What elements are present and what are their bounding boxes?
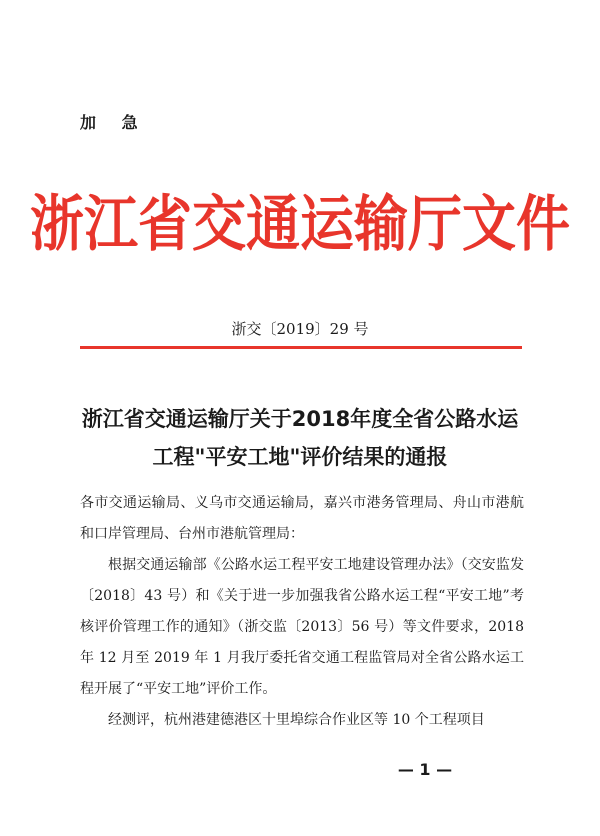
- issuer-red-header: 浙江省交通运输厅文件: [30, 188, 570, 259]
- title-line-1: 浙江省交通运输厅关于2018年度全省公路水运: [81, 407, 519, 431]
- title-line-2: 工程"平安工地"评价结果的通报: [152, 445, 448, 469]
- document-number: 浙交〔2019〕29 号: [231, 320, 369, 338]
- body-paragraph-basis: 根据交通运输部《公路水运工程平安工地建设管理办法》（交安监发〔2018〕43 号）和《关于进一步加强我省公路水运工程“平安工地”考核评价管理工作的通知》（浙交监〔2013〕56 号）等文件要求，2018 年 12 月至 2019 年 1 月我厅委托省交通工程监管局对全省公路水运工程开展了“平安工地”评价工作。: [80, 557, 524, 697]
- document-body: [80, 488, 524, 736]
- red-divider-line: [80, 346, 522, 349]
- document-title: [60, 400, 540, 476]
- body-paragraph-result: 经测评，杭州港建德港区十里埠综合作业区等 10 个工程项目: [108, 712, 485, 728]
- page-number: — 1 —: [397, 760, 453, 779]
- addressee-paragraph: 各市交通运输局、义乌市交通运输局，嘉兴市港务管理局、舟山市港航和口岸管理局、台州市港航管理局：: [80, 495, 524, 542]
- urgency-label: 加 急: [80, 113, 148, 132]
